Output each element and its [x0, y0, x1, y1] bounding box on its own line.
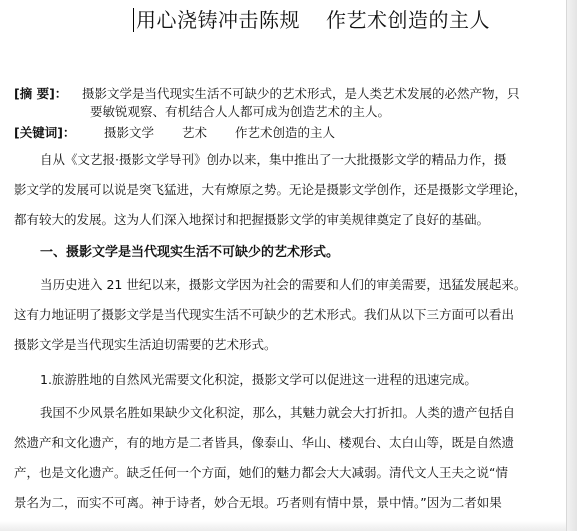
subheading-1[interactable]: 1.旅游胜地的自然风光需要文化积淀，摄影文学可以促进这一进程的迅速完成。 — [40, 372, 477, 387]
paragraph-3-line-2[interactable]: 然遗产和文化遗产，有的地方是二者皆具，像泰山、华山、楼观台、太白山等，既是自然遗 — [14, 435, 515, 450]
paragraph-1-line-3[interactable]: 都有较大的发展。这为人们深入地探讨和把握摄影文学的审美规律奠定了良好的基础。 — [14, 212, 490, 227]
paragraph-2-line-1[interactable]: 当历史进入 21 世纪以来，摄影文学因为社会的需要和人们的审美需要，迅猛发展起来。 — [40, 277, 527, 292]
paragraph-1-line-2[interactable]: 影文学的发展可以说是突飞猛进，大有燎原之势。无论是摄影文学创作，还是摄影文学理论， — [14, 182, 527, 197]
paragraph-3-line-1[interactable]: 我国不少风景名胜如果缺少文化积淀，那么，其魅力就会大打折扣。人类的遗产包括自 — [40, 405, 516, 420]
keyword-item: 艺术 — [182, 125, 208, 140]
window-edge-bottom — [0, 521, 566, 531]
paragraph-2-line-3[interactable]: 摄影文学是当代现实生活迫切需要的艺术形式。 — [14, 337, 277, 352]
paragraph-3-line-4[interactable]: 景名为二，而实不可离。神于诗者，妙合无垠。巧者则有情中景，景中情。”因为二者如果 — [14, 495, 502, 510]
section-heading-1[interactable]: 一、摄影文学是当代现实生活不可缺少的艺术形式。 — [40, 245, 340, 260]
paragraph-3-line-3[interactable]: 产，也是文化遗产。缺乏任何一个方面，她们的魅力都会大大减弱。清代文人王夫之说“情 — [14, 465, 508, 480]
abstract-label-text: [摘 要]： — [14, 86, 68, 101]
abstract-label — [14, 85, 67, 102]
window-edge-right — [566, 0, 577, 531]
text-cursor — [133, 8, 134, 32]
keyword-item: 摄影文学 — [104, 125, 155, 140]
title-part-2: 作艺术创造的主人 — [326, 8, 490, 32]
paragraph-2-line-2[interactable]: 这有力地证明了摄影文学是当代现实生活不可缺少的艺术形式。我们从以下三方面可以看出 — [14, 307, 515, 322]
title-part-1: 用心浇铸冲击陈规 — [136, 8, 300, 32]
keywords-list[interactable] — [104, 124, 363, 141]
abstract-line-2[interactable]: 要敏锐观察、有机结合人人都可成为创造艺术的主人。 — [90, 104, 391, 119]
abstract-line-1[interactable]: 摄影文学是当代现实生活不可缺少的艺术形式，是人类艺术发展的必然产物，只 — [82, 86, 520, 101]
keywords-label: [关键词]： — [14, 125, 76, 140]
paragraph-1-line-1[interactable]: 自从《文艺报·摄影文学导刊》创办以来，集中推出了一大批摄影文学的精品力作，摄 — [40, 152, 507, 167]
document-title[interactable] — [136, 6, 556, 34]
keyword-item: 作艺术创造的主人 — [235, 125, 336, 140]
keywords-row — [14, 124, 75, 141]
